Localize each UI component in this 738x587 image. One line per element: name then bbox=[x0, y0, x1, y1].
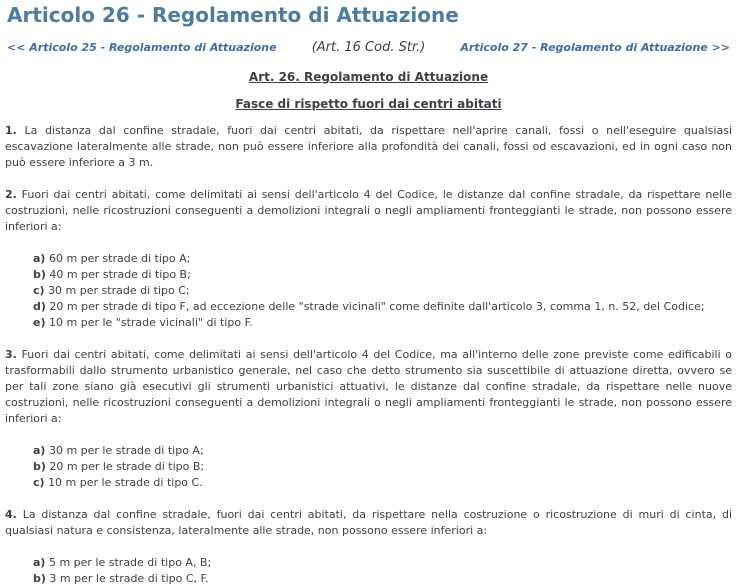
nav-prev-slot bbox=[7, 41, 304, 54]
paragraph-3-text: Fuori dai centri abitati, come delimitati ai sensi dell'articolo 4 del Codice, ma all'interno delle zone previste come edificabili o trasformabili dallo strumento urbanistico generale, nel caso che detto strumento sia suscettibile di attuazione diretta, ovvero se per tali zone siano già esecutivi gli strumenti urbanistici attuativi, le distanze dal confine stradale, da rispettare nelle nuove costruzioni, nelle ricostruzioni conseguenti a demolizioni integrali o negli ampliamenti fronteggianti le strade, non possono essere inferiori a: bbox=[5, 348, 732, 425]
item-letter: d) bbox=[33, 300, 46, 313]
article-subheading: Fasce di rispetto fuori dai centri abitati bbox=[235, 97, 502, 111]
item-letter: a) bbox=[33, 252, 46, 265]
article-body bbox=[5, 123, 732, 587]
code-reference-label: (Art. 16 Cod. Str.) bbox=[311, 40, 426, 55]
paragraph-4 bbox=[5, 507, 732, 539]
prev-article-link[interactable]: << Articolo 25 - Regolamento di Attuazione bbox=[7, 41, 277, 54]
item-text: 20 m per strade di tipo F, ad eccezione delle "strade vicinali" come definite dall'articolo 3, comma 1, n. 52, del Codice; bbox=[49, 300, 705, 313]
page-title: Articolo 26 - Regolamento di Attuazione bbox=[7, 3, 459, 27]
item-letter: b) bbox=[33, 460, 46, 473]
next-article-link[interactable]: Articolo 27 - Regolamento di Attuazione >> bbox=[460, 41, 731, 54]
item-text: 10 m per le strade di tipo C. bbox=[48, 476, 203, 489]
item-letter: e) bbox=[33, 316, 46, 329]
list-item bbox=[33, 571, 732, 587]
item-letter: b) bbox=[33, 572, 46, 585]
item-text: 10 m per le "strade vicinali" di tipo F. bbox=[49, 316, 253, 329]
distance-list-paragraph-4 bbox=[33, 555, 732, 587]
item-letter: c) bbox=[33, 476, 45, 489]
list-item bbox=[33, 251, 732, 267]
paragraph-2 bbox=[5, 187, 732, 235]
item-text: 60 m per strade di tipo A; bbox=[48, 252, 191, 265]
item-letter: b) bbox=[33, 268, 46, 281]
item-letter: a) bbox=[33, 556, 46, 569]
paragraph-2-text: Fuori dai centri abitati, come delimitati ai sensi dell'articolo 4 del Codice, le distanze dal confine stradale, da rispettare nelle costruzioni, nelle ricostruzioni conseguenti a demolizioni integrali o negli ampliamenti fronteggianti le strade, non possono essere inferiori a: bbox=[5, 188, 732, 233]
paragraph-4-number: 4. bbox=[5, 508, 17, 521]
item-letter: a) bbox=[33, 444, 46, 457]
item-text: 30 m per strade di tipo C; bbox=[48, 284, 190, 297]
distance-list-paragraph-2 bbox=[33, 251, 732, 331]
list-item bbox=[33, 459, 732, 475]
paragraph-1-number: 1. bbox=[5, 124, 17, 137]
paragraph-2-number: 2. bbox=[5, 188, 17, 201]
paragraph-1-text: La distanza dal confine stradale, fuori dai centri abitati, da rispettare nell'aprire canali, fossi o nell'eseguire qualsiasi escavazione lateralmente alle strade, non può essere inferiore alla profondità dei canali, fossi od escavazioni, ed in ogni caso non può essere inferiore a 3 m. bbox=[5, 124, 732, 169]
paragraph-1 bbox=[5, 123, 732, 171]
item-text: 30 m per le strade di tipo A; bbox=[48, 444, 204, 457]
item-text: 40 m per strade di tipo B; bbox=[49, 268, 191, 281]
paragraph-3-number: 3. bbox=[5, 348, 17, 361]
list-item bbox=[33, 315, 732, 331]
article-heading: Art. 26. Regolamento di Attuazione bbox=[248, 70, 489, 84]
article-nav bbox=[7, 40, 730, 55]
item-text: 5 m per le strade di tipo A, B; bbox=[48, 556, 212, 569]
list-item bbox=[33, 299, 732, 315]
paragraph-3 bbox=[5, 347, 732, 427]
distance-list-paragraph-3 bbox=[33, 443, 732, 491]
item-letter: c) bbox=[33, 284, 45, 297]
item-text: 20 m per le strade di tipo B; bbox=[49, 460, 205, 473]
list-item bbox=[33, 283, 732, 299]
list-item bbox=[33, 443, 732, 459]
paragraph-4-text: La distanza dal confine stradale, fuori dai centri abitati, da rispettare nella costruzione o ricostruzione di muri di cinta, di qualsiasi natura e consistenza, lateralmente alle strade, non possono essere inferiori a: bbox=[5, 508, 732, 537]
list-item bbox=[33, 475, 732, 491]
item-text: 3 m per le strade di tipo C, F. bbox=[49, 572, 209, 585]
nav-next-slot bbox=[433, 41, 730, 54]
list-item bbox=[33, 555, 732, 571]
list-item bbox=[33, 267, 732, 283]
